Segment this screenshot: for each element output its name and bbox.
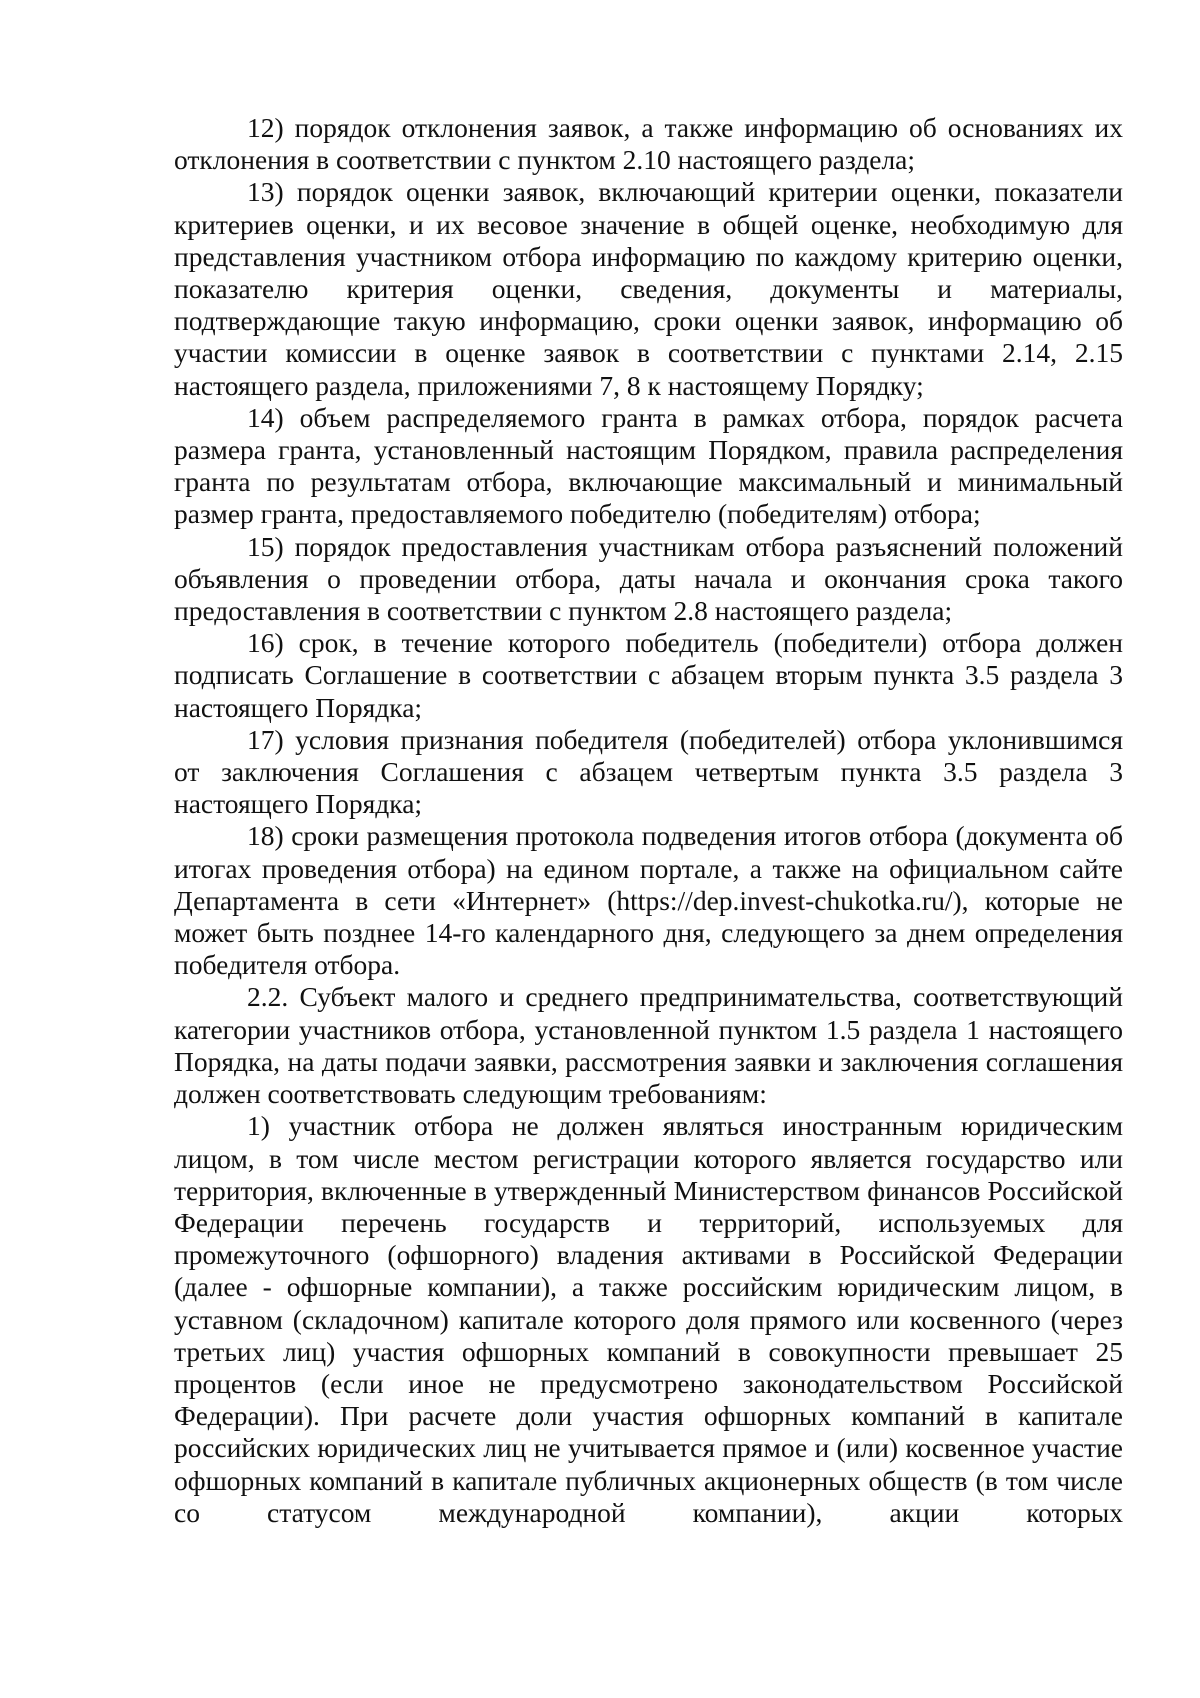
paragraph-item-16: 16) срок, в течение которого победитель (победители) отбора должен подписать Соглашение в соответствии с абзацем вторым пункта 3.5 раздела 3 настоящего Порядка;: [174, 627, 1123, 723]
document-page: [174, 112, 1123, 1529]
paragraph-requirement-1: 1) участник отбора не должен являться иностранным юридическим лицом, в том числе местом регистрации которого является государство или территория, включенные в утвержденный Министерством финансов Российской Федерации перечень государств и территорий, используемых для промежуточного (офшорного) владения активами в Российской Федерации (далее - офшорные компании), а также российским юридическим лицом, в уставном (складочном) капитале которого доля прямого или косвенного (через третьих лиц) участия офшорных компаний в совокупности превышает 25 процентов (если иное не предусмотрено законодательством Российской Федерации). При расчете доли участия офшорных компаний в капитале российских юридических лиц не учитывается прямое и (или) косвенное участие офшорных компаний в капитале публичных акционерных обществ (в том числе со статусом международной компании), акции которых: [174, 1110, 1123, 1528]
paragraph-item-17: 17) условия признания победителя (победителей) отбора уклонившимся от заключения Соглашения с абзацем четвертым пункта 3.5 раздела 3 настоящего Порядка;: [174, 723, 1123, 820]
paragraph-item-13: 13) порядок оценки заявок, включающий критерии оценки, показатели критериев оценки, и их весовое значение в общей оценке, необходимую для представления участником отбора информацию по каждому критерию оценки, показателю критерия оценки, сведения, документы и материалы, подтверждающие такую информацию, сроки оценки заявок, информацию об участии комиссии в оценке заявок в соответствии с пунктами 2.14, 2.15 настоящего раздела, приложениями 7, 8 к настоящему Порядку;: [174, 176, 1123, 401]
paragraph-item-14: 14) объем распределяемого гранта в рамках отбора, порядок расчета размера гранта, установленный настоящим Порядком, правила распределения гранта по результатам отбора, включающие максимальный и минимальный размер гранта, предоставляемого победителю (победителям) отбора;: [174, 401, 1123, 530]
paragraph-clause-2-2: 2.2. Субъект малого и среднего предпринимательства, соответствующий категории участников отбора, установленной пунктом 1.5 раздела 1 настоящего Порядка, на даты подачи заявки, рассмотрения заявки и заключения соглашения должен соответствовать следующим требованиям:: [174, 981, 1123, 1110]
paragraph-item-15: 15) порядок предоставления участникам отбора разъяснений положений объявления о проведении отбора, даты начала и окончания срока такого предоставления в соответствии с пунктом 2.8 настоящего раздела;: [174, 530, 1123, 627]
paragraph-item-18: 18) сроки размещения протокола подведения итогов отбора (документа об итогах проведения отбора) на едином портале, а также на официальном сайте Департамента в сети «Интернет» (https://dep.invest-chukotka.ru/), которые не может быть позднее 14-го календарного дня, следующего за днем определения победителя отбора.: [174, 820, 1123, 981]
paragraph-item-12: 12) порядок отклонения заявок, а также информацию об основаниях их отклонения в соответствии с пунктом 2.10 настоящего раздела;: [174, 112, 1123, 176]
